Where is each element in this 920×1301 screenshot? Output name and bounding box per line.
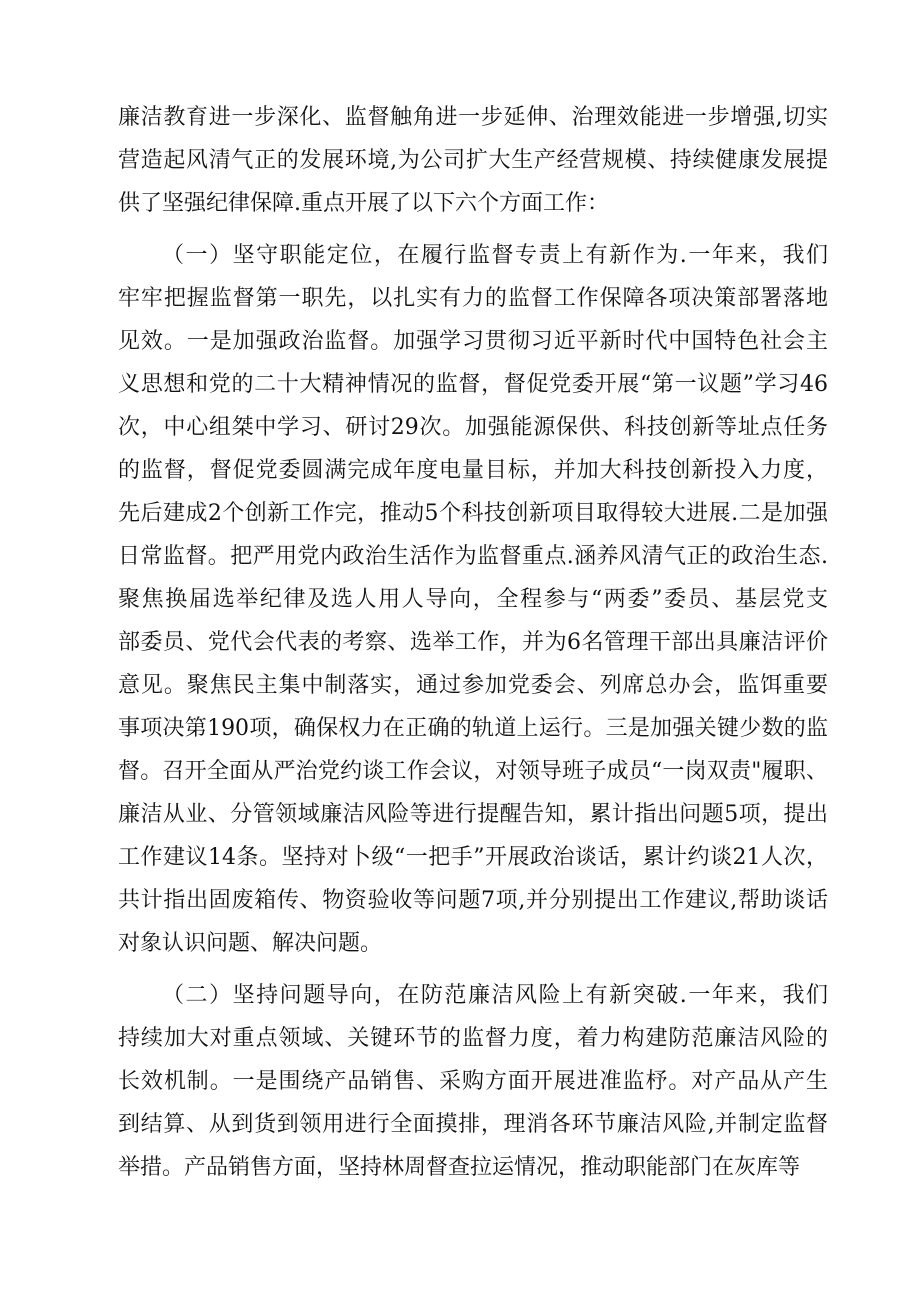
- text-line: 工作建议14条。坚持对卜级“一把手”开展政治谈话，累计约谈21人次，: [118, 845, 828, 870]
- text-line: （一）坚守职能定位，在履行监督专责上有新作为.一年来，我们: [162, 243, 828, 268]
- text-line: 廉洁教育进一步深化、监督触角进一步延伸、治理效能进一步增强,切实: [118, 105, 828, 130]
- text-line: 到结算、从到货到领用进行全面摸排，理消各环节廉洁风险,并制定监督: [118, 1112, 828, 1137]
- text-line: 供了坚强纪律保障.重点开展了以下六个方面工作：: [118, 191, 609, 216]
- text-line: 长效机制。一是围绕产品销售、采购方面开展进准监杼。对产品从产生: [118, 1069, 828, 1094]
- text-line: 督。召开全面从严治党约谈工作会议，对领导班子成员“一岗双责"履职、: [118, 759, 828, 784]
- text-line: 聚焦换届选举纪律及选人用人导向，全程参与“两委”委员、基层党支: [118, 587, 828, 612]
- text-line: 日常监督。把严用党内政治生活作为监督重点.涵养风清气正的政治生态.: [118, 544, 828, 569]
- text-line: 举措。产品销售方面，坚持林周督查拉运情况，推动职能部门在灰库等: [118, 1155, 801, 1180]
- text-line: 营造起风清气正的发展环境,为公司扩大生产经营规模、持续健康发展提: [118, 148, 828, 173]
- text-line: 牢牢把握监督第一职先，以扎实有力的监督工作保障各项决策部署落地: [118, 286, 828, 311]
- text-line: 见效。一是加强政治监督。加强学习贯彻习近平新时代中国特色社会主: [118, 329, 828, 354]
- text-line: 共计指出固废箱传、物资验收等问题7项,并分别提出工作建议,帮助谈话: [118, 888, 828, 913]
- text-line: 的监督，督促党委圆满完成年度电量目标，并加大科技创新投入力度，: [118, 458, 828, 483]
- text-line: 先后建成2个创新工作完，推动5个科技创新项目取得较大进展.二是加强: [118, 501, 828, 526]
- text-line: 对象认识问题、解决问题。: [118, 931, 383, 956]
- text-line: 部委员、党代会代表的考察、选举工作，并为6名管理干部出具廉洁评价: [118, 630, 828, 655]
- text-line: 义思想和党的二十大精神情况的监督，督促党委开展“第一议题”学习46: [118, 372, 828, 397]
- text-line: 持续加大对重点领域、关键环节的监督力度，着力构建防范廉洁风险的: [118, 1026, 828, 1051]
- text-line: （二）坚持问题导向，在防范廉洁风险上有新突破.一年来，我们: [162, 983, 828, 1008]
- text-line: 廉洁从业、分管领域廉洁风险等进行提醒告知，累计指出问题5项，提出: [118, 802, 828, 827]
- text-line: 意见。聚焦民主集中制落实，通过参加党委会、列席总办会，监饵重要: [118, 673, 828, 698]
- text-line: 次，中心组桀中学习、研讨29次。加强能源保供、科技创新等址点任务: [118, 415, 828, 440]
- text-line: 事项决第190项，确保权力在正确的轨道上运行。三是加强关键少数的监: [118, 716, 828, 741]
